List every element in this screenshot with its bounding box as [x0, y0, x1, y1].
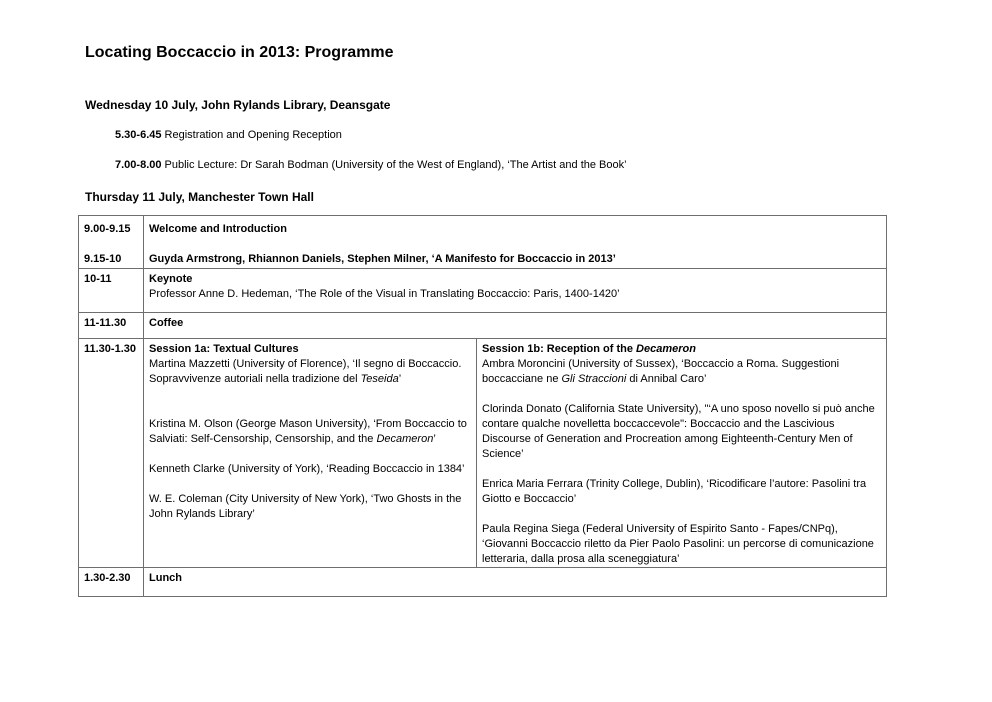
keynote-text: Professor Anne D. Hedeman, ‘The Role of the Visual in Translating Boccaccio: Paris, 1400-1420’: [149, 288, 620, 300]
event-cell: [144, 216, 887, 269]
event-lunch: Lunch: [144, 568, 887, 597]
day-heading-thursday: Thursday 11 July, Manchester Town Hall: [85, 190, 314, 204]
item-time: 5.30-6.45: [115, 129, 162, 141]
programme-table: [78, 215, 887, 597]
session-1a-cell: [144, 339, 477, 568]
schedule-item-registration: [115, 129, 342, 141]
paper-item: Martina Mazzetti (University of Florence), ‘Il segno di Boccaccio. Sopravvivenze autoriali nella tradizione del Teseida’: [149, 358, 462, 385]
paper-item: Paula Regina Siega (Federal University of Espirito Santo - Fapes/CNPq), ‘Giovanni Boccaccio riletto da Pier Paolo Pasolini: un percorse di comunicazione letteraria, dalla prosa alla sceneggiatura’: [482, 523, 874, 565]
spacer: [149, 447, 471, 462]
spacer: [149, 402, 471, 417]
keynote-label: Keynote: [149, 273, 193, 285]
time-cell: [79, 216, 144, 269]
paper-item: Clorinda Donato (California State University), "‘A uno sposo novello si può anche contare qualche novelletta boccaccevole": Boccaccio and the Lascivious Discourse of Generation and Procreation among Eighteenth-Century Men of Science’: [482, 403, 875, 460]
item-text: Public Lecture: Dr Sarah Bodman (University of the West of England), ‘The Artist and the Book’: [161, 159, 627, 171]
time-keynote: 10-11: [79, 269, 144, 313]
paper-item: Kenneth Clarke (University of York), ‘Reading Boccaccio in 1384’: [149, 463, 465, 475]
item-text: Registration and Opening Reception: [161, 129, 342, 141]
event-manifesto: Guyda Armstrong, Rhiannon Daniels, Stephen Milner, ‘A Manifesto for Boccaccio in 2013’: [149, 253, 616, 265]
paper-item: Ambra Moroncini (University of Sussex), ‘Boccaccio a Roma. Suggestioni boccacciane ne Gli Straccioni di Annibal Caro’: [482, 358, 840, 385]
spacer: [482, 462, 881, 477]
spacer: [482, 507, 881, 522]
table-row-coffee: [79, 313, 887, 339]
paper-item: W. E. Coleman (City University of New York), ‘Two Ghosts in the John Rylands Library’: [149, 493, 462, 520]
spacer: [84, 237, 138, 252]
event-coffee: Coffee: [144, 313, 887, 339]
time-welcome: 9.00-9.15: [84, 223, 131, 235]
time-lunch: 1.30-2.30: [79, 568, 144, 597]
time-manifesto: 9.15-10: [84, 253, 122, 265]
page-title: Locating Boccaccio in 2013: Programme: [85, 44, 394, 61]
time-coffee: 11-11.30: [79, 313, 144, 339]
paper-item: Enrica Maria Ferrara (Trinity College, Dublin), ‘Ricodificare l’autore: Pasolini tra Giotto e Boccaccio’: [482, 478, 867, 505]
table-row-lunch: [79, 568, 887, 597]
table-row-sessions: [79, 339, 887, 568]
session-1a-title: Session 1a: Textual Cultures: [149, 343, 299, 355]
spacer: [149, 387, 471, 402]
day-heading-wednesday: Wednesday 10 July, John Rylands Library, Deansgate: [85, 98, 391, 112]
session-1b-cell: [477, 339, 887, 568]
paper-item: Kristina M. Olson (George Mason University), ‘From Boccaccio to Salviati: Self-Censorship, Censorship, and the Decameron’: [149, 418, 467, 445]
table-row-welcome: [79, 216, 887, 269]
spacer: [149, 237, 881, 252]
table-row-keynote: [79, 269, 887, 313]
event-cell: [144, 269, 887, 313]
item-time: 7.00-8.00: [115, 159, 162, 171]
spacer: [482, 387, 881, 402]
session-1b-title: Session 1b: Reception of the Decameron: [482, 343, 696, 355]
event-welcome: Welcome and Introduction: [149, 223, 287, 235]
schedule-item-public-lecture: [115, 159, 627, 171]
time-sessions: 11.30-1.30: [79, 339, 144, 568]
spacer: [149, 477, 471, 492]
